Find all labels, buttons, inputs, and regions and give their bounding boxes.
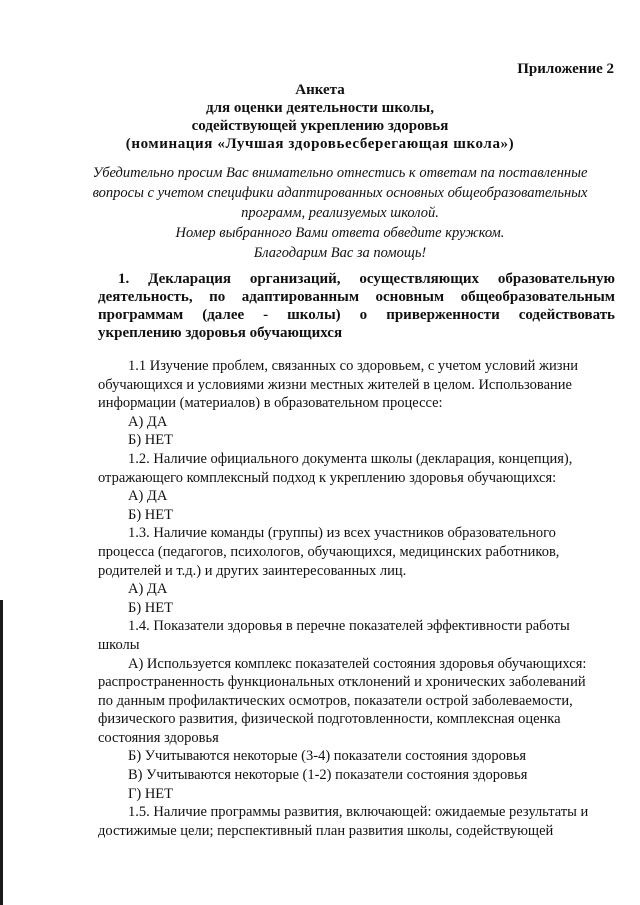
intro-line: Благодарим Вас за помощь! (253, 245, 427, 261)
heading-line: деятельность, по адаптированным основным общеобразовательным (98, 289, 615, 305)
answer-option-b: Б) Учитываются некоторые (3-4) показатели состояния здоровья (128, 748, 527, 765)
intro-line: Убедительно просим Вас внимательно отнестись к ответам па поставленные (92, 165, 588, 181)
intro-instructions (60, 163, 620, 263)
question-1-3-text: 1.3. Наличие команды (группы) из всех участников образовательного (128, 525, 556, 542)
answer-option-a-cont: физического развития, физической подготовленности, комплексная оценка (98, 711, 561, 728)
answer-option-c: В) Учитываются некоторые (1-2) показатели состояния здоровья (128, 767, 528, 784)
question-1-1-text: 1.1 Изучение проблем, связанных со здоровьем, с учетом условий жизни (128, 358, 579, 374)
question-1-3-text: родителей и т.д.) и других заинтересованных лиц. (98, 562, 407, 579)
question-1-2-text: 1.2. Наличие официального документа школы (декларация, концепция), (128, 450, 573, 467)
answer-option-b: Б) НЕТ (128, 506, 173, 523)
heading-line: программам (далее - школы) о приверженности содействовать (98, 307, 615, 323)
question-1-4-text: школы (98, 636, 140, 653)
appendix-label: Приложение 2 (517, 61, 614, 77)
answer-option-a-cont: распространенность функциональных отклонений и хронических заболеваний (98, 674, 586, 691)
answer-option-a: А) ДА (128, 413, 168, 430)
document-title (0, 81, 640, 153)
heading-line: укреплению здоровья обучающихся (98, 325, 343, 341)
heading-line: 1. Декларация организаций, осуществляющих образовательную (118, 271, 615, 287)
intro-line: Номер выбранного Вами ответа обведите кружком. (175, 225, 505, 241)
title-nomination: (номинация «Лучшая здоровьесберегающая школа») (125, 136, 515, 152)
answer-option-b: Б) НЕТ (128, 432, 173, 449)
question-1-1-text: обучающихся и условиями жизни местных жителей в целом. Использование (98, 376, 572, 393)
question-1-5-text: достижимые цели; перспективный план развития школы, содействующей (98, 822, 554, 839)
question-1-1-text: информации (материалов) в образовательном процессе: (98, 395, 443, 412)
answer-option-d: Г) НЕТ (128, 785, 174, 802)
answer-option-a: А) ДА (128, 488, 168, 505)
question-1-3-text: процесса (педагогов, психологов, обучающихся, медицинских работников, (98, 543, 560, 560)
scan-edge-mark (0, 600, 3, 905)
title-line: Анкета (295, 82, 345, 98)
title-line: содействующей укреплению здоровья (191, 118, 449, 134)
answer-option-a: А) ДА (128, 581, 168, 598)
answer-option-a: А) Используется комплекс показателей состояния здоровья обучающихся: (128, 655, 587, 672)
intro-line: программ, реализуемых школой. (241, 205, 439, 221)
question-1-5-text: 1.5. Наличие программы развития, включающей: ожидаемые результаты и (128, 804, 589, 821)
answer-option-a-cont: состояния здоровья (98, 729, 219, 746)
intro-line: вопросы с учетом специфики адаптированных основных общеобразовательных (92, 185, 588, 201)
answer-option-b: Б) НЕТ (128, 599, 173, 616)
question-1-4-text: 1.4. Показатели здоровья в перечне показателей эффективности работы (128, 618, 570, 635)
question-1-2-text: отражающего комплексный подход к укреплению здоровья обучающихся: (98, 469, 557, 486)
section-1-heading (98, 270, 615, 342)
title-line: для оценки деятельности школы, (206, 100, 434, 116)
answer-option-a-cont: по данным профилактических осмотров, показатели острой заболеваемости, (98, 692, 573, 709)
questionnaire-body (98, 357, 615, 840)
